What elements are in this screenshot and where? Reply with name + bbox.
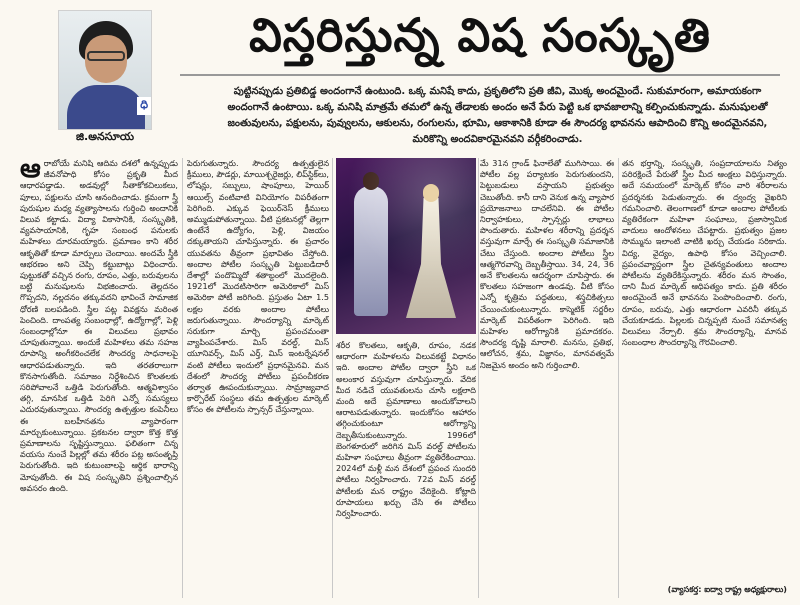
author-body xyxy=(67,85,145,130)
column-5 xyxy=(622,158,787,578)
column-divider xyxy=(478,158,479,598)
pageant-photo xyxy=(336,158,476,334)
intro-paragraph: పుట్టినప్పుడు ప్రతిబిడ్డ అందంగానే ఉంటుంది. ఒక్క మనిషే కాదు, ప్రకృతిలోని ప్రతి జీవి, మొక్క అందమైందే. సుకుమారంగా, అమాయకంగా అందంగానే ఉంటాయి. ఒక్క మనిషి మాత్రమే తమలో ఉన్న తేడాలకు అందం అనే పేరు పెట్టి ఒక భావజాలాన్ని కల్పించుకున్నాడు. మనుషులతో జంతువులను, పక్షులను, పువ్వులను, ఆకులను, రంగులను, భూమి, ఆకాశానికి కూడా ఈ సౌందర్య భావనను ఆపాదించి కొన్ని అందమైనవని, మరికొన్ని అందవికారమైనవని వర్గీకరించాడు. xyxy=(227,86,768,145)
column-divider xyxy=(332,158,333,598)
column-1-text: రాబోయే మనిషి ఆదిమ దశలో ఉన్నప్పుడు జీవనోపాధి కోసం ప్రకృతి మీద ఆధారపడ్డాడు. అడవుల్లో సీతాకోకచిలుకలు, పూలు, పక్షులను చూసి ఆనందించాడు. క్రమంగా స్త్రీ పురుషుల మధ్య వ్యత్యాసాలను గుర్తించి అందానికి విలువ కట్టాడు. విద్యా వికాసానికి, సంస్కృతికి, వ్యవసాయానికి, గృహ సంబంధ పనులకు మహిళలు దూరమయ్యారు. ప్రమాణం కాని శరీర ఆకృతితో కూడా మార్పులు చెందాయి. అందమే స్త్రీకి ఆభరణం అని చెప్పి కట్టుబాట్లు విధించారు. పుట్టుకతో వచ్చిన రంగు, రూపం, ఎత్తు, బరువులను బట్టి మనుషులను విభజించారు. తెల్లదనం గొప్పదని, నల్లదనం తక్కువదని భావించే సామాజిక ధోరణి బలపడింది. స్త్రీల పట్ల వివక్షను మరింత పెంచింది. దాంపత్య సంబంధాల్లో, ఉద్యోగాల్లో, పెళ్లి సంబంధాల్లోనూ ఈ విలువలు ప్రభావం చూపుతున్నాయి. అందుకే మహిళలు తమ సహజ రూపాన్ని అంగీకరించలేక సౌందర్య సాధనాలపై ఆధారపడుతున్నారు. ఇది తరతరాలుగా కొనసాగుతోంది. సమాజం నిర్దేశించిన కొలతలకు సరిపోవాలనే ఒత్తిడి పెరుగుతోంది. ఆత్మవిశ్వాసం తగ్గి, మానసిక ఒత్తిడి పెరిగి ఎన్నో సమస్యలు ఎదురవుతున్నాయి. సౌందర్య ఉత్పత్తుల కంపెనీలు ఈ బలహీనతను వ్యాపారంగా మార్చుకుంటున్నాయి. ప్రకటనల ద్వారా కొత్త కొత్త ప్రమాణాలను సృష్టిస్తున్నాయి. ఫలితంగా చిన్న వయసు నుంచే పిల్లల్లో తమ శరీరం పట్ల అసంతృప్తి పెరుగుతోంది. ఇది కుటుంబాలపై ఆర్థిక భారాన్ని మోపుతోంది. ఈ విష సంస్కృతిని ప్రశ్నించాల్సిన అవసరం ఉంది. xyxy=(20,158,178,493)
column-2 xyxy=(187,158,329,598)
column-3-text: శరీర కొలతలు, ఆకృతి, రూపం, నడక ఆధారంగా మహిళలను విలువకట్టే విధానం ఇది. అందాల పోటీల ద్వారా స్త్రీని ఒక అలంకార వస్తువుగా చూపిస్తున్నారు. వేదిక మీద నడిచే యువతులను చూసి లక్షలాది మంది అదే ప్రమాణాలు అందుకోవాలని ఆరాటపడుతున్నారు. ఇందుకోసం ఆహారం తగ్గించుకుంటూ ఆరోగ్యాన్ని దెబ్బతీసుకుంటున్నారు. 1996లో బెంగళూరులో జరిగిన మిస్‌ వరల్డ్‌ పోటీలను మహిళా సంఘాలు తీవ్రంగా వ్యతిరేకించాయి. 2024లో మళ్లీ మన దేశంలో ప్రపంచ సుందరి పోటీలు నిర్వహించారు. 72వ మిస్‌ వరల్డ్‌ పోటీలకు మన రాష్ట్రం వేదికైంది. కోట్లాది రూపాయలు ఖర్చు చేసి ఈ పోటీలు నిర్వహించారు. xyxy=(336,340,476,519)
author-byline: జి.అనసూయ xyxy=(76,130,134,143)
column-divider xyxy=(618,158,619,598)
headline-rule xyxy=(180,74,780,76)
column-4-text: మే 31న గ్రాండ్‌ ఫినాలేతో ముగిసాయి. ఈ పోటీల వల్ల పర్యాటకం పెరుగుతుందని, పెట్టుబడులు వస్తాయని ప్రభుత్వం చెబుతోంది. కానీ దాని వెనుక ఉన్న వ్యాపార ప్రయోజనాలు దాచలేనివి. ఈ పోటీల నిర్వాహకులు, స్పాన్సర్లు లాభాలు పొందుతారు. మహిళల శరీరాన్ని ప్రదర్శన వస్తువుగా మార్చే ఈ సంస్కృతి సమాజానికి చేటు చేస్తుంది. అందాల పోటీలు స్త్రీల ఆత్మగౌరవాన్ని దెబ్బతీస్తాయి. 34, 24, 36 అనే కొలతలను ఆదర్శంగా చూపిస్తారు. ఈ కొలతలు సహజంగా ఉండవు. వీటి కోసం ఎన్నో కృత్రిమ పద్ధతులు, శస్త్రచికిత్సలు చేయించుకుంటున్నారు. కాస్మెటిక్‌ సర్జరీల మార్కెట్‌ విపరీతంగా పెరిగింది. ఇది మహిళల ఆరోగ్యానికి ప్రమాదకరం. సౌందర్య దృష్టి మారాలి. మనసు, ప్రతిభ, ఆలోచన, శ్రమ, విజ్ఞానం, మానవత్వమే నిజమైన అందం అని గుర్తించాలి. xyxy=(480,158,614,370)
author-glasses xyxy=(87,51,125,61)
column-4 xyxy=(480,158,614,598)
author-credit: (వ్యాసకర్త: ఐద్వా రాష్ట్ర అధ్యక్షురాలు) xyxy=(667,584,787,594)
author-photo xyxy=(58,10,152,130)
drop-cap: ఆ xyxy=(20,158,41,184)
headline: విస్తరిస్తున్న విష సంస్కృతి xyxy=(249,8,711,62)
stage-spotlight xyxy=(336,158,476,334)
column-2-text: పెరుగుతున్నారు. సౌందర్య ఉత్పత్తులైన క్రీములు, పౌడర్లు, మాయిశ్చరైజర్లు, లిప్‌స్టిక్‌లు, లోషన్లు, సబ్బులు, షాంపూలు, హెయిర్‌ ఆయిల్స్‌ వంటివాటి వినియోగం విపరీతంగా పెరిగింది. ఎక్కువ ఫెయిర్‌నెస్‌ క్రీములు అమ్ముడుపోతున్నాయి. వీటి ప్రకటనల్లో తెల్లగా ఉంటేనే ఉద్యోగం, పెళ్లి, విజయం దక్కుతాయని చూపిస్తున్నారు. ఈ ప్రచారం యువతను తీవ్రంగా ప్రభావితం చేస్తోంది. అందాల పోటీల సంస్కృతి పెట్టుబడిదారీ దేశాల్లో పందొమ్మిదో శతాబ్దంలో మొదలైంది. 1921లో మొదటిసారిగా అమెరికాలో మిస్‌ అమెరికా పోటీ జరిగింది. ప్రస్తుతం ఏటా 1.5 లక్షల వరకు అందాల పోటీలు జరుగుతున్నాయి. సౌందర్యాన్ని మార్కెట్‌ సరుకుగా మార్చి ప్రపంచమంతా వ్యాపింపచేశారు. మిస్‌ వరల్డ్‌, మిస్‌ యూనివర్స్‌, మిస్‌ ఎర్త్‌, మిస్‌ ఇంటర్నేషనల్‌ వంటి పోటీలు ఇందులో ప్రధానమైనవి. మన దేశంలో సౌందర్య పోటీలు ప్రపంచీకరణ తర్వాత ఊపందుకున్నాయి. సామ్రాజ్యవాద కార్పొరేట్‌ సంస్థలు తమ ఉత్పత్తుల మార్కెట్‌ కోసం ఈ పోటీలను స్పాన్సర్‌ చేస్తున్నాయి. xyxy=(187,158,329,415)
column-1 xyxy=(20,158,178,598)
column-divider xyxy=(182,158,183,598)
column-3 xyxy=(336,340,476,598)
photo-tag: ధి xyxy=(137,97,151,115)
column-5-text: తన భర్తాన్ని, సంస్కృతి, సంప్రదాయాలను నిత్యం పరిరక్షించే పేరుతో స్త్రీల మీద ఆంక్షలు విధిస్తున్నారు. అదే సమయంలో మార్కెట్‌ కోసం వారి శరీరాలను ప్రదర్శనకు పెడుతున్నారు. ఈ ద్వంద్వ వైఖరిని గమనించాలి. తెలంగాణలో కూడా అందాల పోటీలకు వ్యతిరేకంగా మహిళా సంఘాలు, ప్రజాస్వామిక వాదులు ఆందోళనలు చేపట్టారు. ప్రభుత్వం ప్రజల సొమ్మును ఇలాంటి వాటికి ఖర్చు చేయడం సరికాదు. విద్య, వైద్యం, ఉపాధి కోసం వెచ్చించాలి. ప్రపంచవ్యాప్తంగా స్త్రీల చైతన్యవంతులు అందాల పోటీలను వ్యతిరేకిస్తున్నారు. శరీరం మన సొంతం, దాని మీద మార్కెట్‌ ఆధిపత్యం కాదు. ప్రతి శరీరం అందమైందే అనే భావనను పెంపొందించాలి. రంగు, రూపం, బరువు, ఎత్తు ఆధారంగా ఎవరినీ తక్కువ చేయకూడదు. పిల్లలకు చిన్నప్పటి నుంచే సమానత్వ విలువలు నేర్పాలి. శ్రమ సౌందర్యాన్ని, మానవ సంబంధాల సౌందర్యాన్ని గౌరవించాలి. xyxy=(622,158,787,348)
